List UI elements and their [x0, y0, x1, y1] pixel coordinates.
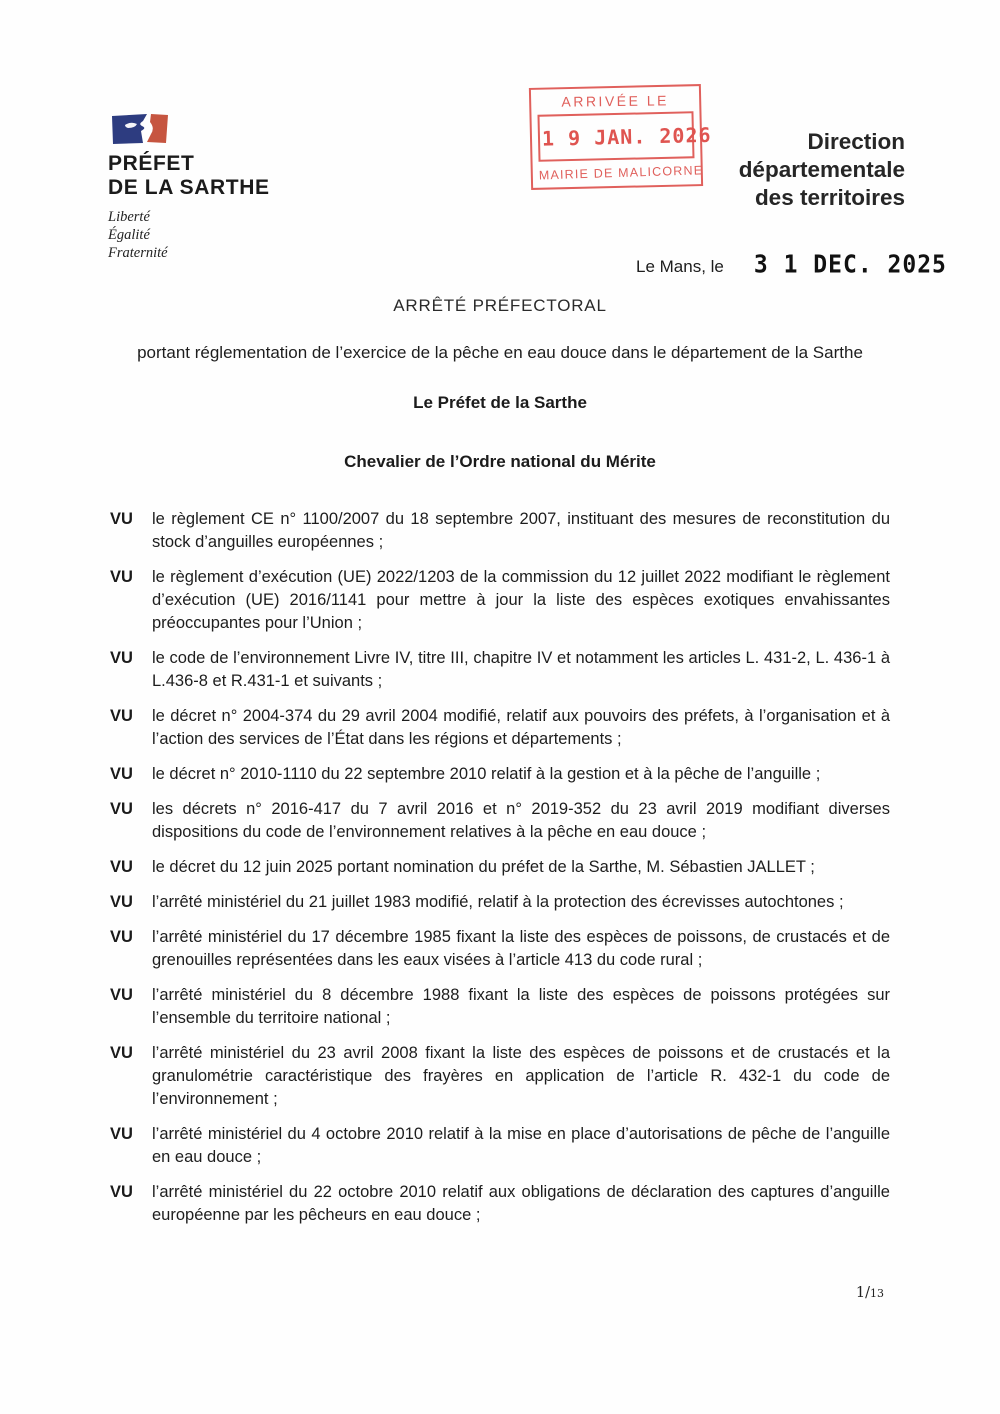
- french-flag-marianne-icon: [110, 112, 170, 146]
- vu-item: [110, 508, 890, 554]
- vu-text: l’arrêté ministériel du 22 octobre 2010 relatif aux obligations de déclaration des captures d’anguille européenne par les pêcheurs en eau douce ;: [152, 1183, 890, 1224]
- vu-label: VU: [110, 510, 133, 528]
- vu-label: VU: [110, 928, 133, 946]
- arrival-stamp-title: ARRIVÉE LE: [561, 92, 670, 110]
- dateline: [636, 252, 947, 278]
- prefecture-letterhead: [108, 112, 338, 262]
- vu-item: [110, 891, 890, 914]
- document-subject: portant réglementation de l’exercice de la pêche en eau douce dans le département de la Sarthe: [137, 343, 863, 362]
- arrival-stamp: [529, 84, 712, 190]
- vu-item: [110, 763, 890, 786]
- vu-text: les décrets n° 2016-417 du 7 avril 2016 et n° 2019-352 du 23 avril 2019 modifiant diverses dispositions du code de l’environnement relatives à la pêche en eau douce ;: [152, 800, 890, 841]
- vu-text: le décret n° 2010-1110 du 22 septembre 2010 relatif à la gestion et à la pêche de l’anguille ;: [152, 765, 821, 783]
- vu-text: l’arrêté ministériel du 21 juillet 1983 modifié, relatif à la protection des écrevisses autochtones ;: [152, 893, 844, 911]
- vu-item: [110, 566, 890, 635]
- page-number-total: 13: [870, 1287, 884, 1300]
- vu-item: [110, 984, 890, 1030]
- arrival-stamp-date: 1 9 JAN. 2026: [537, 111, 694, 162]
- direction-block: [739, 128, 905, 212]
- vu-label: VU: [110, 1044, 133, 1062]
- vu-label: VU: [110, 800, 133, 818]
- document-author: Le Préfet de la Sarthe: [413, 393, 587, 412]
- document-body: [110, 296, 890, 1239]
- direction-line1: Direction: [807, 129, 905, 154]
- agency-name-line1: PRÉFET: [108, 152, 195, 175]
- republic-motto: [108, 208, 338, 262]
- vu-text: l’arrêté ministériel du 8 décembre 1988 fixant la liste des espèces de poissons protégées sur l’ensemble du territoire national ;: [152, 986, 890, 1027]
- dateline-date-stamp: 3 1 DEC. 2025: [753, 250, 947, 280]
- vu-label: VU: [110, 858, 133, 876]
- vu-text: le règlement CE n° 1100/2007 du 18 septembre 2007, instituant des mesures de reconstitution du stock d’anguilles européennes ;: [152, 510, 890, 551]
- vu-item: [110, 647, 890, 693]
- vu-label: VU: [110, 568, 133, 586]
- vu-text: l’arrêté ministériel du 4 octobre 2010 relatif à la mise en place d’autorisations de pêche de l’anguille en eau douce ;: [152, 1125, 890, 1166]
- motto-liberte: Liberté: [108, 209, 150, 225]
- direction-line2: départementale: [738, 157, 905, 182]
- vu-item: [110, 1181, 890, 1227]
- vu-text: le code de l’environnement Livre IV, titre III, chapitre IV et notamment les articles L. 431-2, L. 436-1 à L.436-8 et R.431-1 et suivants ;: [152, 649, 890, 690]
- vu-item: [110, 926, 890, 972]
- vu-item: [110, 798, 890, 844]
- vu-label: VU: [110, 893, 133, 911]
- vu-label: VU: [110, 765, 133, 783]
- arrival-stamp-origin: MAIRIE DE MALICORNE: [538, 163, 704, 183]
- vu-label: VU: [110, 649, 133, 667]
- vu-item: [110, 705, 890, 751]
- vu-item: [110, 1123, 890, 1169]
- vu-label: VU: [110, 707, 133, 725]
- dateline-place: Le Mans, le: [636, 257, 724, 276]
- vu-text: l’arrêté ministériel du 23 avril 2008 fixant la liste des espèces de poissons et de crustacés et la granulométrie caractéristique des frayères en application de l’article R. 432-1 du code de l’environnement ;: [152, 1044, 890, 1108]
- vu-list: [110, 508, 890, 1227]
- agency-name-line2: DE LA SARTHE: [108, 176, 270, 199]
- vu-text: le décret du 12 juin 2025 portant nomination du préfet de la Sarthe, M. Sébastien JALLET ;: [152, 858, 815, 876]
- vu-item: [110, 856, 890, 879]
- motto-egalite: Égalité: [108, 227, 150, 243]
- page-number-separator: /: [865, 1285, 870, 1301]
- page-number-current: 1: [855, 1285, 866, 1301]
- motto-fraternite: Fraternité: [108, 245, 168, 261]
- page-number: [856, 1282, 884, 1301]
- vu-text: l’arrêté ministériel du 17 décembre 1985 fixant la liste des espèces de poissons, de crustacés et de grenouilles représentées dans les eaux visées à l’article 413 du code rural ;: [152, 928, 890, 969]
- vu-label: VU: [110, 1183, 133, 1201]
- document-title: ARRÊTÉ PRÉFECTORAL: [393, 296, 607, 315]
- vu-text: le règlement d’exécution (UE) 2022/1203 de la commission du 12 juillet 2022 modifiant le règlement d’exécution (UE) 2016/1141 pour mettre à jour la liste des espèces exotiques envahissantes préoccupantes pour l’Union ;: [152, 568, 890, 632]
- vu-label: VU: [110, 986, 133, 1004]
- document-honor: Chevalier de l’Ordre national du Mérite: [344, 452, 656, 471]
- vu-text: le décret n° 2004-374 du 29 avril 2004 modifié, relatif aux pouvoirs des préfets, à l’organisation et à l’action des services de l’État dans les régions et départements ;: [152, 707, 890, 748]
- vu-label: VU: [110, 1125, 133, 1143]
- direction-line3: des territoires: [754, 185, 905, 210]
- vu-item: [110, 1042, 890, 1111]
